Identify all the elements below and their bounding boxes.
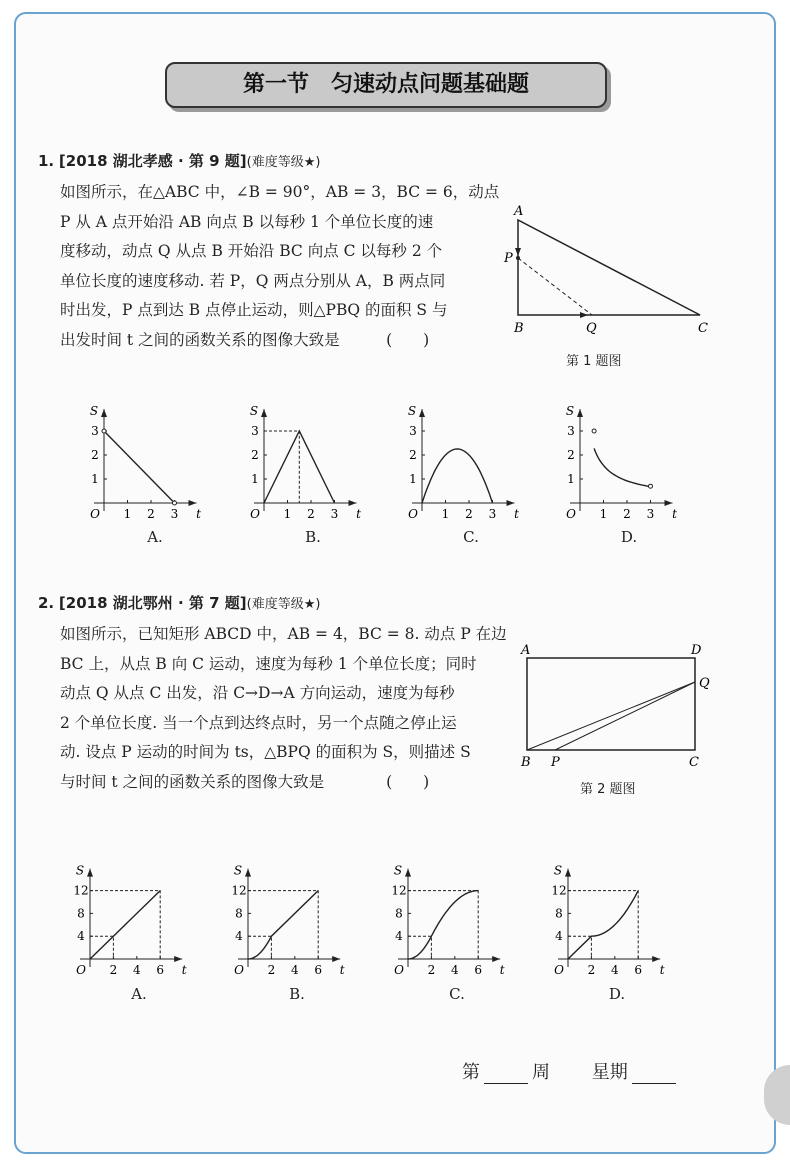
- y-axis-label: S: [407, 404, 417, 418]
- q1-fig-label-P: P: [504, 251, 513, 266]
- y-tick-label: 1: [409, 472, 417, 486]
- x-axis-arrow: [665, 500, 673, 506]
- x-axis-arrow: [507, 500, 515, 506]
- x-tick-label: 1: [599, 507, 608, 521]
- q2-line: 动点 Q 从点 C 出发，沿 C→D→A 方向运动，速度为每秒: [60, 684, 455, 702]
- y-tick-label: 12: [73, 883, 89, 898]
- x-tick-label: 1: [441, 507, 450, 521]
- x-axis-arrow: [189, 500, 197, 506]
- y-tick-label: 3: [409, 424, 417, 438]
- q2-option-b-label: B.: [289, 985, 305, 1003]
- guide-12: [408, 891, 478, 959]
- y-axis-arrow: [419, 409, 425, 417]
- x-tick-label: 4: [610, 963, 619, 977]
- x-tick-label: 2: [623, 507, 631, 521]
- y-tick-label: 12: [391, 883, 407, 898]
- q1-option-d-label: D.: [620, 528, 638, 546]
- y-axis-label: S: [553, 863, 563, 878]
- y-axis-arrow: [87, 869, 93, 877]
- y-tick-label: 8: [235, 906, 243, 921]
- x-axis-label: t: [514, 507, 519, 521]
- q1-fig-label-C: C: [698, 321, 708, 336]
- x-tick-label: 3: [330, 507, 339, 521]
- q1-option-c-label: C.: [463, 528, 479, 546]
- option-c-curve: [408, 891, 478, 959]
- x-tick-label: 6: [156, 963, 165, 977]
- q2-fig-label-P: P: [551, 755, 560, 770]
- y-tick-label: 4: [77, 929, 85, 944]
- y-tick-label: 3: [91, 424, 99, 438]
- q1-option-d-graph: [556, 395, 706, 525]
- x-tick-label: 3: [170, 507, 179, 521]
- y-tick-label: 2: [409, 448, 417, 462]
- y-axis-label: S: [393, 863, 403, 878]
- q1-triangle-figure: [500, 200, 720, 340]
- x-tick-label: 2: [427, 963, 436, 977]
- y-tick-label: 4: [395, 929, 403, 944]
- x-axis-label: t: [339, 963, 345, 977]
- q2-rectangle-figure: [515, 640, 725, 770]
- option-a-curve: [104, 431, 175, 503]
- footer-week-suffix: 周: [532, 1062, 550, 1083]
- x-axis-label: t: [356, 507, 361, 521]
- y-tick-label: 8: [555, 906, 563, 921]
- open-point: [592, 429, 596, 433]
- option-a-curve: [90, 891, 160, 959]
- q1-fig-label-A: A: [514, 204, 524, 219]
- x-tick-label: 4: [290, 963, 299, 977]
- guide-4: [248, 936, 271, 959]
- x-axis-arrow: [652, 956, 660, 962]
- origin-label: O: [394, 963, 404, 977]
- y-axis-arrow: [405, 869, 411, 877]
- y-axis-arrow: [101, 409, 107, 417]
- q1-line: P 从 A 点开始沿 AB 向点 B 以每秒 1 个单位长度的速: [60, 212, 434, 231]
- y-axis-arrow: [261, 409, 267, 417]
- x-axis-label: t: [499, 963, 505, 977]
- x-tick-label: 2: [587, 963, 596, 977]
- q2-fig-label-B: B: [521, 755, 531, 770]
- origin-label: O: [566, 507, 576, 521]
- footer-week-prefix: 第: [462, 1062, 480, 1083]
- open-point: [102, 429, 106, 433]
- q2-fig-label-A: A: [521, 643, 531, 658]
- y-tick-label: 3: [251, 424, 259, 438]
- q1-option-b-label: B.: [305, 528, 321, 546]
- origin-label: O: [408, 507, 418, 521]
- q2-text: [60, 620, 507, 797]
- q1-option-c-graph: [398, 395, 548, 525]
- guide-4: [408, 936, 431, 959]
- y-axis-label: S: [233, 863, 243, 878]
- weekday-blank[interactable]: [632, 1065, 676, 1084]
- y-tick-label: 12: [231, 883, 247, 898]
- q1-source: [2018 湖北孝感 · 第 9 题]: [58, 152, 247, 170]
- y-tick-label: 1: [91, 472, 99, 486]
- q2-difficulty: (难度等级★): [246, 597, 321, 612]
- q2-option-b-graph: [224, 838, 374, 978]
- q1-line: 度移动，动点 Q 从点 B 开始沿 BC 向点 C 以每秒 2 个: [60, 242, 443, 260]
- y-axis-label: S: [565, 404, 575, 418]
- q1-difficulty: (难度等级★): [246, 155, 321, 170]
- option-d-curve: [594, 448, 650, 486]
- y-tick-label: 8: [77, 906, 85, 921]
- x-tick-label: 2: [307, 507, 315, 521]
- x-tick-label: 6: [634, 963, 643, 977]
- origin-label: O: [250, 507, 260, 521]
- open-point: [649, 484, 653, 488]
- q2-line: BC 上，从点 B 向 C 运动，速度为每秒 1 个单位长度；同时: [60, 654, 477, 673]
- origin-label: O: [90, 507, 100, 521]
- y-tick-label: 1: [567, 472, 575, 486]
- open-point: [173, 501, 177, 505]
- y-axis-label: S: [249, 404, 259, 418]
- y-axis-label: S: [75, 863, 85, 878]
- y-axis-arrow: [565, 869, 571, 877]
- footer-weekday: 星期: [591, 1062, 628, 1083]
- q2-figure-caption: 第 2 题图: [580, 782, 636, 797]
- y-axis-label: S: [89, 404, 99, 418]
- q2-source: [2018 湖北鄂州 · 第 7 题]: [58, 594, 247, 612]
- q2-fig-label-Q: Q: [699, 676, 710, 691]
- x-tick-label: 1: [123, 507, 132, 521]
- option-b-curve: [248, 891, 318, 959]
- q1-number: 1.: [38, 152, 55, 170]
- y-tick-label: 12: [551, 883, 567, 898]
- q2-number: 2.: [38, 594, 55, 612]
- x-tick-label: 1: [283, 507, 292, 521]
- q2-fig-label-C: C: [689, 755, 699, 770]
- q2-line: 2 个单位长度. 当一个点到达终点时，另一个点随之停止运: [60, 713, 457, 732]
- q1-option-b-graph: [240, 395, 390, 525]
- q2-option-c-graph: [384, 838, 534, 978]
- x-axis-label: t: [196, 507, 201, 521]
- q1-line: 时出发，P 点到达 B 点停止运动，则△PBQ 的面积 S 与: [60, 301, 448, 319]
- origin-label: O: [234, 963, 244, 977]
- x-tick-label: 4: [132, 963, 141, 977]
- q2-fig-label-D: D: [691, 643, 702, 658]
- y-tick-label: 2: [251, 448, 259, 462]
- y-axis-arrow: [577, 409, 583, 417]
- x-axis-arrow: [492, 956, 500, 962]
- y-tick-label: 1: [251, 472, 259, 486]
- q2-option-c-label: C.: [449, 985, 465, 1003]
- q2-line: 如图所示，已知矩形 ABCD 中，AB = 4，BC = 8. 动点 P 在边: [60, 625, 507, 643]
- option-c-curve: [422, 449, 493, 503]
- x-axis-arrow: [332, 956, 340, 962]
- q1-header: [38, 150, 320, 171]
- q2-line: 动. 设点 P 运动的时间为 ts，△BPQ 的面积为 S，则描述 S: [60, 743, 471, 761]
- y-tick-label: 8: [395, 906, 403, 921]
- y-tick-label: 4: [555, 929, 563, 944]
- x-axis-label: t: [659, 963, 665, 977]
- q1-fig-label-Q: Q: [586, 321, 597, 336]
- y-tick-label: 2: [91, 448, 99, 462]
- q1-figure-caption: 第 1 题图: [566, 354, 622, 369]
- q1-fig-label-B: B: [514, 321, 524, 336]
- q1-line: 如图所示，在△ABC 中，∠B = 90°，AB = 3，BC = 6，动点: [60, 183, 500, 201]
- x-tick-label: 4: [450, 963, 459, 977]
- q1-line: 单位长度的速度移动. 若 P，Q 两点分别从 A，B 两点同: [60, 271, 446, 290]
- footer-week-day: [462, 1058, 680, 1084]
- q2-option-a-graph: [66, 838, 216, 978]
- origin-label: O: [554, 963, 564, 977]
- q2-option-d-graph: [544, 838, 694, 978]
- x-tick-label: 6: [474, 963, 483, 977]
- x-tick-label: 2: [267, 963, 276, 977]
- week-number-blank[interactable]: [484, 1065, 528, 1084]
- q2-line: 与时间 t 之间的函数关系的图像大致是 ( ): [60, 772, 430, 791]
- x-axis-label: t: [672, 507, 677, 521]
- q1-option-a-label: A.: [147, 528, 163, 546]
- x-axis-arrow: [174, 956, 182, 962]
- x-tick-label: 2: [147, 507, 155, 521]
- option-d-curve: [568, 891, 638, 959]
- q2-option-d-label: D.: [608, 985, 626, 1003]
- q1-line: 出发时间 t 之间的函数关系的图像大致是 ( ): [60, 330, 430, 349]
- x-tick-label: 3: [488, 507, 497, 521]
- x-tick-label: 2: [465, 507, 473, 521]
- x-axis-arrow: [349, 500, 357, 506]
- section-title: 第一节 匀速动点问题基础题: [165, 62, 607, 108]
- x-tick-label: 6: [314, 963, 323, 977]
- origin-label: O: [76, 963, 86, 977]
- x-tick-label: 2: [109, 963, 118, 977]
- x-axis-label: t: [181, 963, 187, 977]
- y-tick-label: 3: [567, 424, 575, 438]
- y-tick-label: 2: [567, 448, 575, 462]
- x-tick-label: 3: [646, 507, 655, 521]
- q2-header: [38, 592, 320, 613]
- q2-option-a-label: A.: [131, 985, 147, 1003]
- q1-option-a-graph: [80, 395, 230, 525]
- y-axis-arrow: [245, 869, 251, 877]
- y-tick-label: 4: [235, 929, 243, 944]
- q1-text: [60, 178, 499, 355]
